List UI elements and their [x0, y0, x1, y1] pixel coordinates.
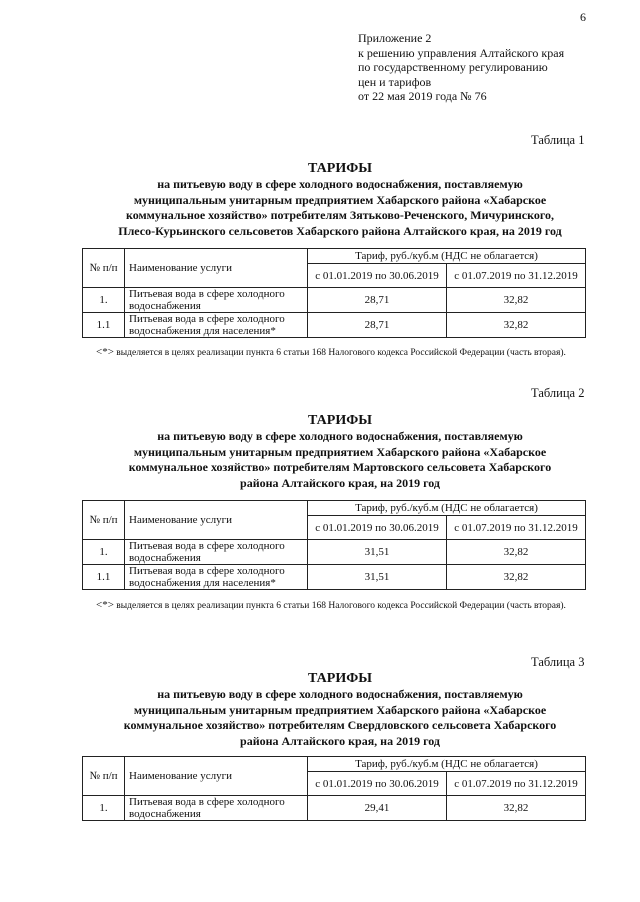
header-name-col: Наименование услуги: [125, 501, 308, 540]
table-1-subtitle-line: муниципальным унитарным предприятием Хабарского района «Хабарское: [133, 192, 547, 207]
row-num: 1.1: [83, 565, 125, 590]
row-num: 1.: [83, 540, 125, 565]
table-1-subtitle-line: коммунальное хозяйство» потребителям Зятьково-Реченского, Мичуринского,: [125, 208, 555, 222]
table-1-label: Таблица 1: [531, 133, 585, 147]
table-header-row: [83, 501, 586, 516]
row-value-2: 32,82: [447, 540, 586, 565]
appendix-line: Приложение 2: [358, 31, 432, 45]
table-row: [83, 288, 586, 313]
page-number: 6: [580, 10, 586, 24]
table-3-label: Таблица 3: [531, 655, 585, 669]
header-name-col: Наименование услуги: [125, 757, 308, 796]
header-tariff-col: Тариф, руб./куб.м (НДС не облагается): [308, 501, 586, 516]
row-name: Питьевая вода в сфере холодного водоснабжения: [125, 796, 308, 821]
header-tariff-col: Тариф, руб./куб.м (НДС не облагается): [308, 757, 586, 772]
table-2-subtitle-line: района Алтайского края, на 2019 год: [240, 475, 440, 490]
table-2-footnote: [96, 598, 601, 613]
table-3-title: ТАРИФЫ: [308, 671, 372, 686]
table-row: [83, 540, 586, 565]
table-2-subtitle-line: коммунальное хозяйство» потребителям Мартовского сельсовета Хабарского: [128, 460, 552, 474]
appendix-line: цен и тарифов: [358, 74, 432, 89]
header-period-2: с 01.07.2019 по 31.12.2019: [447, 264, 586, 288]
table-1-footnote: [96, 345, 601, 360]
table-header-row: [83, 757, 586, 772]
table-row: [83, 565, 586, 590]
table-2-heading: [80, 412, 600, 491]
table-3-subtitle-line: муниципальным унитарным предприятием Хабарского района «Хабарское: [133, 702, 547, 717]
row-name: Питьевая вода в сфере холодного водоснабжения: [125, 540, 308, 565]
table-3-subtitle-line: района Алтайского края, на 2019 год: [240, 733, 440, 748]
table-3-heading: [80, 670, 600, 749]
tariff-table-2: [82, 500, 586, 590]
row-value-1: 31,51: [308, 565, 447, 590]
table-3-subtitle-line: на питьевую воду в сфере холодного водоснабжения, поставляемую: [157, 687, 523, 701]
header-num-col: № п/п: [83, 501, 125, 540]
row-name: Питьевая вода в сфере холодного водоснабжения для населения*: [125, 565, 308, 590]
header-period-1: с 01.01.2019 по 30.06.2019: [308, 264, 447, 288]
row-value-2: 32,82: [447, 313, 586, 338]
table-row: [83, 796, 586, 821]
header-num-col: № п/п: [83, 757, 125, 796]
table-1-subtitle-line: Плесо-Курьинского сельсоветов Хабарского района Алтайского края, на 2019 год: [118, 223, 562, 238]
tariff-table-1: [82, 248, 586, 338]
header-period-2: с 01.07.2019 по 31.12.2019: [447, 516, 586, 540]
appendix-line: по государственному регулированию: [358, 60, 548, 74]
appendix-line: к решению управления Алтайского края: [358, 45, 565, 60]
row-value-1: 29,41: [308, 796, 447, 821]
table-1-title: ТАРИФЫ: [308, 161, 372, 176]
table-header-row: [83, 249, 586, 264]
table-1-heading: [80, 160, 600, 239]
header-period-2: с 01.07.2019 по 31.12.2019: [447, 772, 586, 796]
row-num: 1.: [83, 288, 125, 313]
appendix-line: от 22 мая 2019 года № 76: [358, 89, 487, 103]
table-row: [83, 313, 586, 338]
row-num: 1.: [83, 796, 125, 821]
row-value-2: 32,82: [447, 565, 586, 590]
row-value-2: 32,82: [447, 796, 586, 821]
row-value-2: 32,82: [447, 288, 586, 313]
footnote-mark: <*>: [96, 599, 114, 611]
table-3-subtitle-line: коммунальное хозяйство» потребителям Свердловского сельсовета Хабарского: [123, 718, 557, 732]
table-2-subtitle-line: муниципальным унитарным предприятием Хабарского района «Хабарское: [133, 444, 547, 459]
table-2-label: Таблица 2: [531, 386, 585, 400]
row-value-1: 28,71: [308, 288, 447, 313]
table-1-subtitle-line: на питьевую воду в сфере холодного водоснабжения, поставляемую: [157, 177, 523, 191]
row-value-1: 28,71: [308, 313, 447, 338]
header-name-col: Наименование услуги: [125, 249, 308, 288]
table-2-subtitle-line: на питьевую воду в сфере холодного водоснабжения, поставляемую: [157, 429, 523, 443]
header-num-col: № п/п: [83, 249, 125, 288]
table-2-title: ТАРИФЫ: [308, 413, 372, 428]
row-name: Питьевая вода в сфере холодного водоснабжения для населения*: [125, 313, 308, 338]
footnote-text: выделяется в целях реализации пункта 6 статьи 168 Налогового кодекса Российской Федерации (часть вторая).: [116, 348, 566, 358]
header-period-1: с 01.01.2019 по 30.06.2019: [308, 772, 447, 796]
header-period-1: с 01.01.2019 по 30.06.2019: [308, 516, 447, 540]
row-name: Питьевая вода в сфере холодного водоснабжения: [125, 288, 308, 313]
tariff-table-3: [82, 756, 586, 821]
appendix-block: [358, 31, 564, 104]
row-num: 1.1: [83, 313, 125, 338]
footnote-mark: <*>: [96, 346, 114, 358]
row-value-1: 31,51: [308, 540, 447, 565]
footnote-text: выделяется в целях реализации пункта 6 статьи 168 Налогового кодекса Российской Федерации (часть вторая).: [116, 601, 566, 611]
header-tariff-col: Тариф, руб./куб.м (НДС не облагается): [308, 249, 586, 264]
